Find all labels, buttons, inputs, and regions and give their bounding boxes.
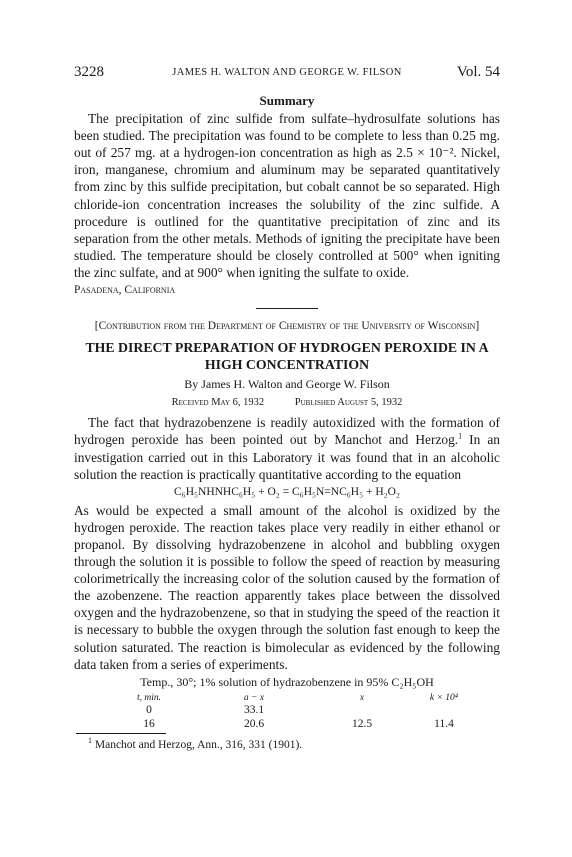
received-date: Received May 6, 1932: [171, 397, 265, 409]
summary-place: Pasadena, California: [74, 284, 176, 297]
table-cell: 0: [146, 703, 152, 716]
footnote-rule: [76, 733, 166, 734]
table-cell: 33.1: [243, 703, 265, 716]
data-table: [74, 675, 500, 730]
table-cell: 20.6: [243, 717, 265, 730]
reaction-equation: C₆H₅NHNHC₆H₅ + O₂ = C₆H₅N=NC₆H₅ + H₂O₂: [174, 485, 400, 498]
footnote-ref[interactable]: 1: [458, 431, 463, 441]
summary-heading: Summary: [259, 93, 315, 108]
table-header-cell: x: [359, 692, 365, 703]
body-paragraph-1-cont: In an investigation carried out in this Laboratory it was found that in an alcoholic solution the reaction is practically quantitative according to the equation: [74, 432, 500, 482]
table-cell: 12.5: [351, 717, 373, 730]
table-cell: 11.4: [434, 717, 454, 730]
page-body: [74, 92, 500, 754]
running-title: JAMES H. WALTON AND GEORGE W. FILSON: [172, 67, 402, 78]
body-paragraph-2: As would be expected a small amount of the alcohol is oxidized by the hydrogen peroxide. The reaction takes place very readily in either ethanol or propanol. By dissolving hydrazobenzene in alcohol and bubbling oxygen through the solution it is possible to follow the speed of reaction by measuring colorimetrically the increasing color of the solution caused by the formation of the azobenzene. The reaction apparently takes place between the dissolved oxygen and the hydrazobenzene, so that in studying the speed of the reaction it is necessary to bubble the oxygen through the solution fast enough to keep the solution saturated. The reaction is bimolecular as evidenced by the following data taken from a series of experiments.: [74, 502, 500, 672]
table-header-row: [74, 690, 500, 702]
article-dates: [74, 394, 500, 411]
body-paragraph-1: [74, 414, 500, 482]
table-header-cell: t, min.: [136, 692, 161, 703]
article-title: THE DIRECT PREPARATION OF HYDROGEN PEROXIDE IN A HIGH CONCENTRATION: [85, 340, 489, 373]
section-divider: [256, 308, 318, 309]
article-byline: By James H. Walton and George W. Filson: [184, 377, 390, 392]
contribution-note: [Contribution from the Department of Chemistry of the University of Wisconsin]: [94, 320, 480, 333]
table-cell: 16: [143, 717, 155, 730]
published-date: Published August 5, 1932: [294, 397, 403, 409]
volume-label: Vol. 54: [456, 64, 500, 80]
table-row: [74, 702, 500, 716]
table-header-cell: k × 10⁴: [429, 692, 459, 703]
table-row: [74, 716, 500, 730]
table-caption: Temp., 30°; 1% solution of hydrazobenzene in 95% C₂H₅OH: [140, 674, 434, 689]
page-header: [74, 64, 500, 84]
footnote: [74, 737, 500, 754]
summary-paragraph: The precipitation of zinc sulfide from sulfate–hydrosulfate solutions has been studied. The precipitation was found to be complete to less than 0.25 mg. out of 257 mg. at a hydrogen-ion concentration as high as 2.5 × 10⁻². Nickel, iron, manganese, chromium and aluminum may be separated quantitatively from zinc by this sulfide precipitation, but cobalt cannot be so separated. High chloride-ion concentration increases the solubility of the zinc sulfide. A procedure is outlined for the quantitative precipitation of zinc and its separation from the other metals. Methods of igniting the precipitate have been studied. The temperature should be closely controlled at 500° when igniting the zinc sulfate, and at 900° when igniting the sulfate to oxide.: [74, 111, 500, 280]
page-number: 3228: [74, 64, 104, 80]
table-header-cell: a − x: [243, 692, 265, 703]
footnote-text: Manchot and Herzog, Ann., 316, 331 (1901).: [94, 738, 303, 751]
body-paragraph-1-text: The fact that hydrazobenzene is readily autoxidized with the formation of hydrogen peroxide has been pointed out by Manchot and Herzog.: [74, 415, 500, 448]
footnote-marker: 1: [88, 735, 92, 745]
